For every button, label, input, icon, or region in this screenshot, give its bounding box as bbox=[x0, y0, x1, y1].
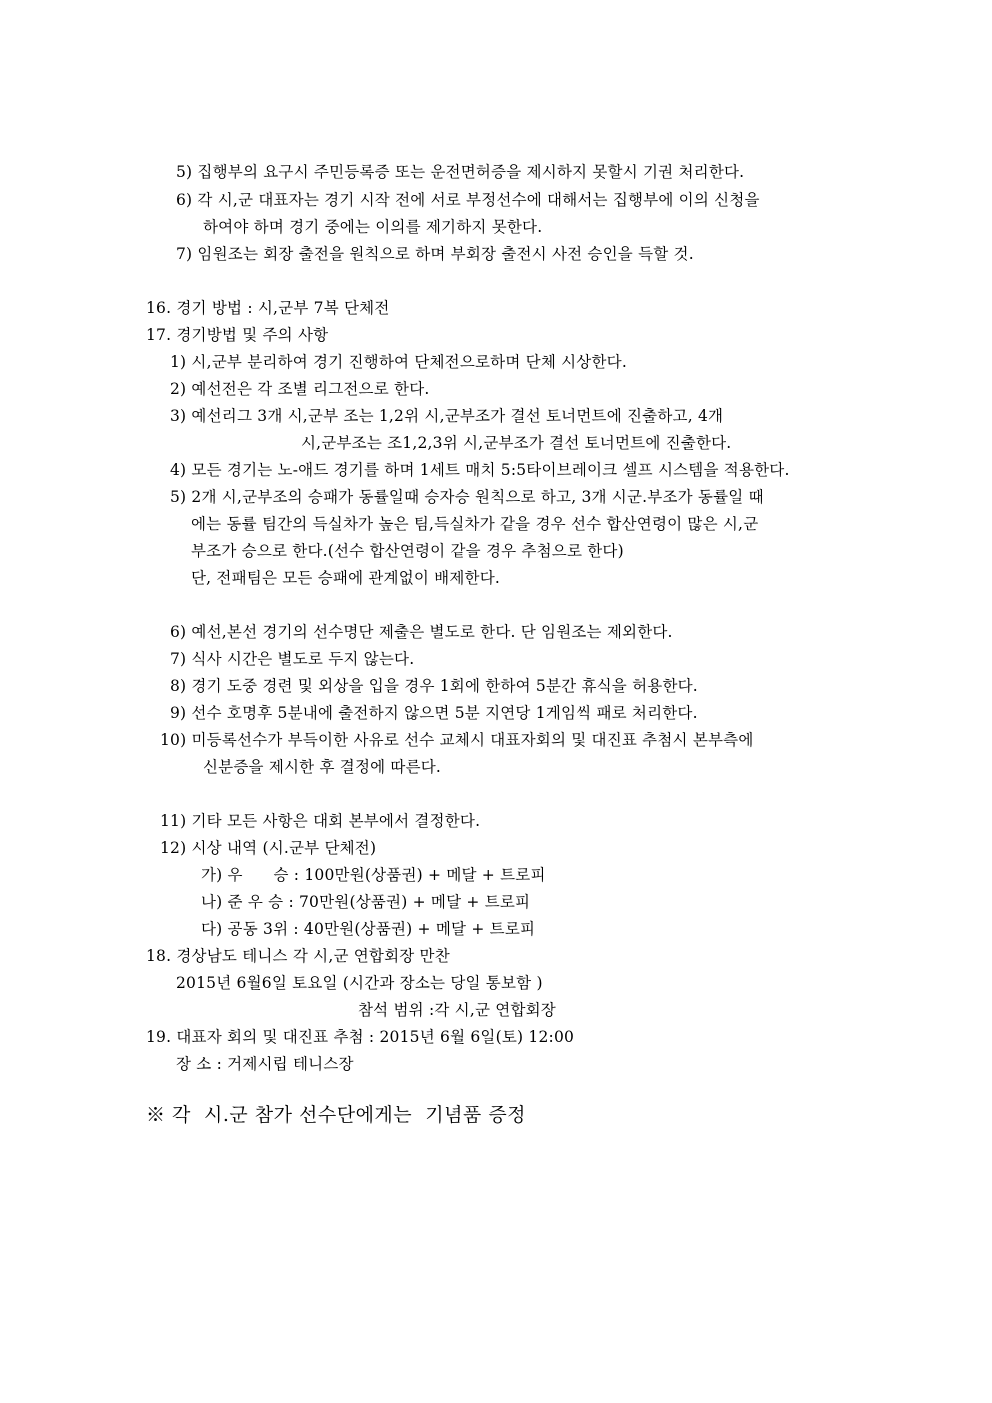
section-18-heading: 18. 경상남도 테니스 각 시,군 연합회장 만찬 bbox=[146, 947, 450, 965]
rule-17-6: 6) 예선,본선 경기의 선수명단 제출은 별도로 한다. 단 임원조는 제외한다. bbox=[170, 623, 673, 641]
rule-15-5: 5) 집행부의 요구시 주민등록증 또는 운전면허증을 제시하지 못할시 기권 처리한다. bbox=[176, 163, 745, 181]
dinner-scope: 참석 범위 :각 시,군 연합회장 bbox=[358, 1001, 556, 1019]
venue-line: 장 소 : 거제시립 테니스장 bbox=[176, 1055, 354, 1073]
rule-17-11: 11) 기타 모든 사항은 대회 본부에서 결정한다. bbox=[160, 812, 481, 830]
rule-17-5: 5) 2개 시,군부조의 승패가 동률일때 승자승 원칙으로 하고, 3개 시군.부조가 동률일 때 bbox=[170, 488, 764, 506]
rule-17-2: 2) 예선전은 각 조별 리그전으로 한다. bbox=[170, 380, 430, 398]
prize-second: 나) 준 우 승 : 70만원(상품권) + 메달 + 트로피 bbox=[201, 893, 531, 911]
rule-15-7: 7) 임원조는 회장 출전을 원칙으로 하며 부회장 출전시 사전 승인을 득할 것. bbox=[176, 245, 694, 263]
rule-17-4: 4) 모든 경기는 노-애드 경기를 하며 1세트 매치 5:5타이브레이크 셀프 시스템을 적용한다. bbox=[170, 461, 790, 479]
souvenir-note: ※ 각 시.군 참가 선수단에게는 기념품 증정 bbox=[146, 1104, 527, 1126]
prize-third: 다) 공동 3위 : 40만원(상품권) + 메달 + 트로피 bbox=[201, 920, 536, 938]
section-17-heading: 17. 경기방법 및 주의 사항 bbox=[146, 326, 329, 344]
rule-17-9: 9) 선수 호명후 5분내에 출전하지 않으면 5분 지연당 1게임씩 패로 처리한다. bbox=[170, 704, 698, 722]
rule-17-3: 3) 예선리그 3개 시,군부 조는 1,2위 시,군부조가 결선 토너먼트에 진출하고, 4개 bbox=[170, 407, 724, 425]
section-19-heading: 19. 대표자 회의 및 대진표 추첨 : 2015년 6월 6일(토) 12:00 bbox=[146, 1028, 575, 1046]
dinner-date: 2015년 6월6일 토요일 (시간과 장소는 당일 통보함 ) bbox=[176, 974, 543, 992]
rule-15-6: 6) 각 시,군 대표자는 경기 시작 전에 서로 부정선수에 대해서는 집행부에 이의 신청을 bbox=[176, 191, 760, 209]
rule-17-10: 10) 미등록선수가 부득이한 사유로 선수 교체시 대표자회의 및 대진표 추첨시 본부측에 bbox=[160, 731, 754, 749]
rule-17-5-cont-3: 단, 전패팀은 모든 승패에 관계없이 배제한다. bbox=[191, 569, 501, 587]
rule-17-7: 7) 식사 시간은 별도로 두지 않는다. bbox=[170, 650, 415, 668]
rule-17-5-cont-2: 부조가 승으로 한다.(선수 합산연령이 같을 경우 추첨으로 한다) bbox=[191, 542, 624, 560]
rule-17-12: 12) 시상 내역 (시.군부 단체전) bbox=[160, 839, 377, 857]
rule-15-6-cont: 하여야 하며 경기 중에는 이의를 제기하지 못한다. bbox=[203, 218, 543, 236]
rule-17-5-cont-1: 에는 동률 팀간의 득실차가 높은 팀,득실차가 같을 경우 선수 합산연령이 많은 시,군 bbox=[191, 515, 759, 533]
rule-17-3-cont: 시,군부조는 조1,2,3위 시,군부조가 결선 토너먼트에 진출한다. bbox=[301, 434, 732, 452]
prize-first: 가) 우 승 : 100만원(상품권) + 메달 + 트로피 bbox=[201, 866, 546, 884]
section-16-heading: 16. 경기 방법 : 시,군부 7복 단체전 bbox=[146, 299, 390, 317]
rule-17-10-cont: 신분증을 제시한 후 결정에 따른다. bbox=[203, 758, 442, 776]
rule-17-8: 8) 경기 도중 경련 및 외상을 입을 경우 1회에 한하여 5분간 휴식을 허용한다. bbox=[170, 677, 698, 695]
rule-17-1: 1) 시,군부 분리하여 경기 진행하여 단체전으로하며 단체 시상한다. bbox=[170, 353, 627, 371]
